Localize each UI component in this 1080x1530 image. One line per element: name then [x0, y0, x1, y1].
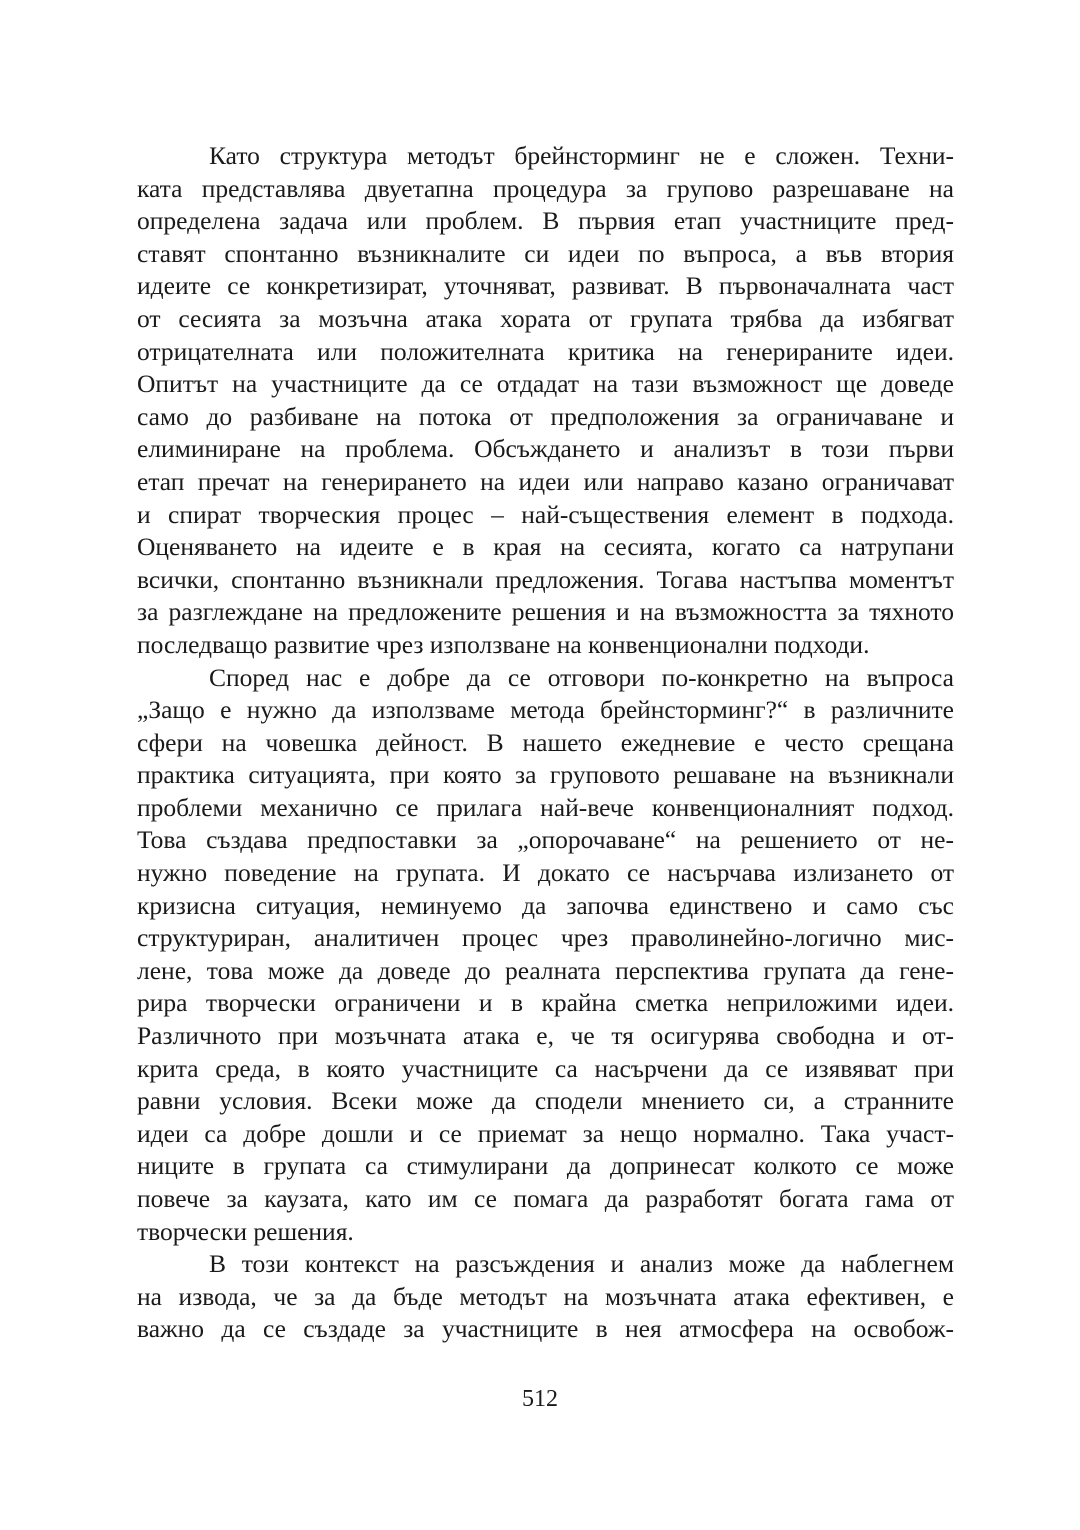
text-line: Опитът на участниците да се отдадат на тази възможност ще доведе	[137, 369, 954, 399]
text-line: повече за каузата, като им се помага да разработят богата гама от	[137, 1184, 954, 1213]
text-line: ниците в групата са стимулирани да допринесат колкото се може	[137, 1151, 954, 1181]
text-line: практика ситуацията, при която за груповото решаване на възникнали	[137, 760, 954, 790]
text-line: ставят спонтанно възникналите си идеи по въпроса, а във втория	[137, 238, 954, 268]
text-line: само до разбиване на потока от предположения за ограничаване и	[137, 401, 954, 431]
text-line: всички, спонтанно възникнали предложения. Тогава настъпва моментът	[137, 564, 954, 594]
text-line: идеи са добре дошли и се приемат за нещо нормално. Така участ-	[137, 1118, 954, 1148]
text-line: на извода, че за да бъде методът на мозъчната атака ефективен, е	[137, 1281, 954, 1311]
text-line: определена задача или проблем. В първия етап участниците пред-	[137, 206, 954, 236]
text-line: рира творчески ограничени и в крайна сметка неприложими идеи.	[137, 988, 954, 1018]
page-number: 512	[522, 1386, 558, 1412]
text-line: последващо развитие чрез използване на конвенционални подходи.	[137, 629, 870, 659]
text-line: „Защо е нужно да използваме метода брейнсторминг?“ в различните	[137, 695, 954, 725]
text-line: лене, това може да доведе до реалната перспектива групата да гене-	[137, 955, 954, 985]
text-line: структуриран, аналитичен процес чрез праволинейно-логично мис-	[137, 923, 954, 953]
body-text	[137, 140, 954, 1346]
text-line: нужно поведение на групата. И докато се насърчава излизането от	[137, 858, 954, 888]
text-line: Като структура методът брейнсторминг не е сложен. Техни-	[209, 141, 954, 170]
text-line: проблеми механично се прилага най-вече конвенционалният подход.	[137, 792, 954, 822]
text-line: етап пречат на генерирането на идеи или направо казано ограничават	[137, 466, 954, 496]
text-line: и спират творческия процес – най-съществения елемент в подхода.	[137, 499, 954, 529]
paragraph-1	[137, 140, 954, 662]
text-line: Това създава предпоставки за „опорочаване“ на решението от не-	[137, 825, 954, 855]
paragraph-2	[137, 662, 954, 1249]
text-line: идеите се конкретизират, уточняват, развиват. В първоначалната част	[137, 271, 954, 301]
text-line: В този контекст на разсъждения и анализ може да наблегнем	[209, 1249, 954, 1279]
text-line: равни условия. Всеки може да сподели мнението си, а странните	[137, 1086, 954, 1116]
text-line: кризисна ситуация, неминуемо да започва единствено и само със	[137, 890, 954, 920]
text-line: крита среда, в която участниците са насърчени да се изявяват при	[137, 1053, 954, 1083]
text-line: творчески решения.	[137, 1216, 354, 1246]
text-line: елиминиране на проблема. Обсъждането и анализът в този първи	[137, 434, 954, 464]
text-line: отрицателната или положителната критика на генерираните идеи.	[137, 336, 954, 366]
paragraph-3	[137, 1248, 954, 1346]
text-line: Оценяването на идеите е в края на сесията, когато са натрупани	[137, 532, 954, 562]
text-line: за разглеждане на предложените решения и на възможността за тяхното	[137, 597, 954, 627]
text-line: важно да се създаде за участниците в нея атмосфера на освобож-	[137, 1314, 954, 1344]
text-line: от сесията за мозъчна атака хората от групата трябва да избягват	[137, 303, 954, 333]
text-line: Различното при мозъчната атака е, че тя осигурява свободна и от-	[137, 1021, 954, 1051]
text-line: Според нас е добре да се отговори по-конкретно на въпроса	[209, 662, 954, 692]
text-line: сфери на човешка дейност. В нашето ежедневие е често срещана	[137, 727, 954, 757]
text-line: ката представлява двуетапна процедура за групово разрешаване на	[137, 173, 954, 203]
